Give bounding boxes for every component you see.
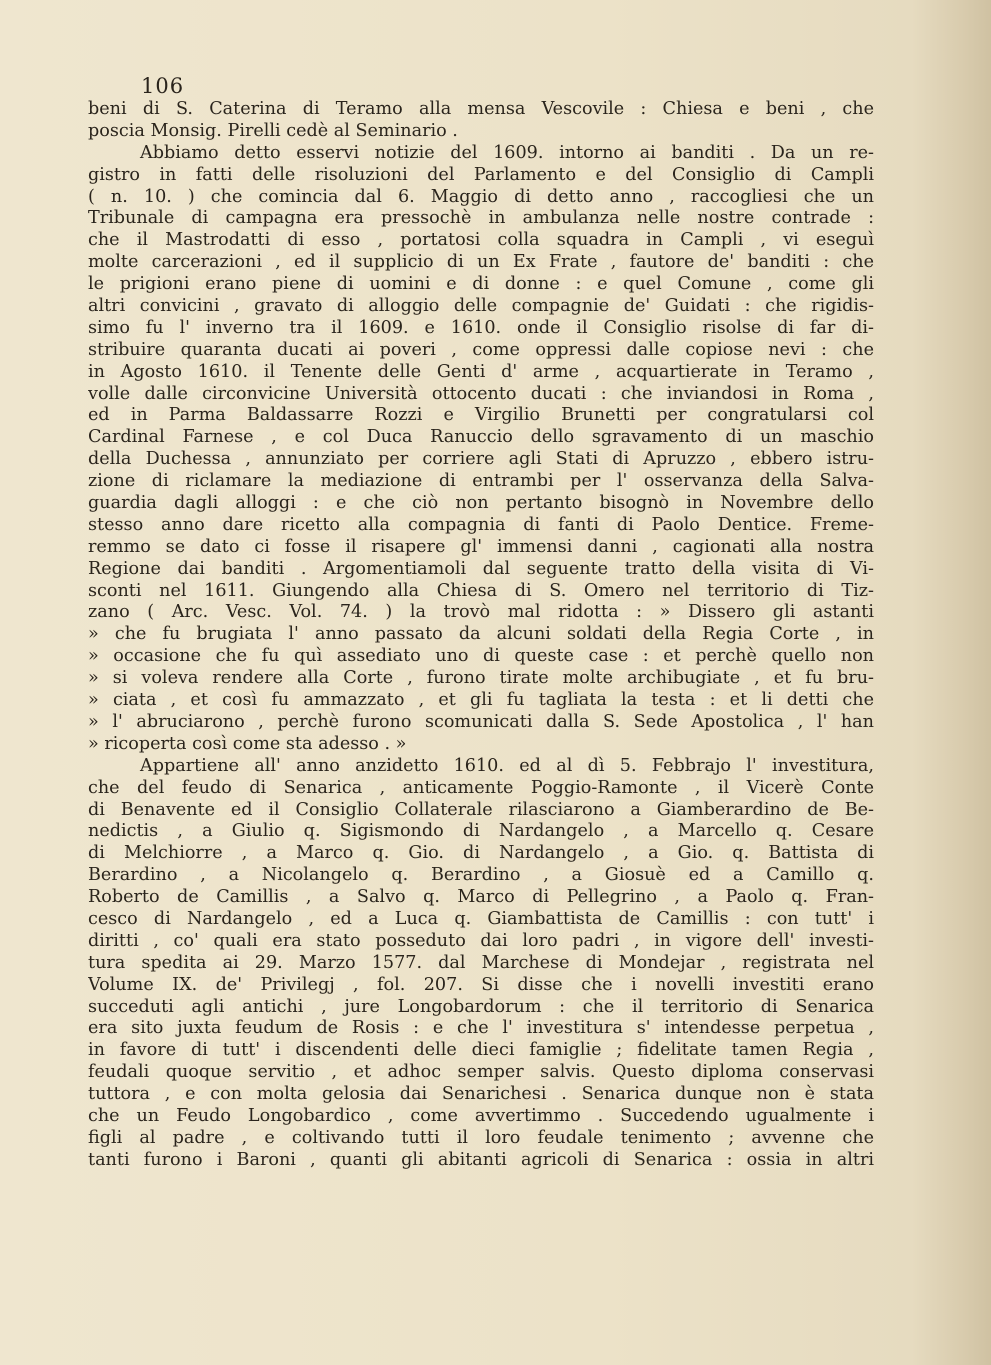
text-line: Roberto de Camillis , a Salvo q. Marco di Pellegrino , a Paolo q. Fran- bbox=[88, 887, 874, 908]
text-line: che un Feudo Longobardico , come avvertimmo . Succedendo ugualmente i bbox=[88, 1105, 874, 1126]
text-line: Berardino , a Nicolangelo q. Berardino , a Giosuè ed a Camillo q. bbox=[88, 865, 874, 886]
text-line: ( n. 10. ) che comincia dal 6. Maggio di detto anno , raccogliesi che un bbox=[88, 186, 874, 207]
text-line: stesso anno dare ricetto alla compagnia di fanti di Paolo Dentice. Freme- bbox=[88, 514, 874, 535]
text-line: simo fu l' inverno tra il 1609. e 1610. onde il Consiglio risolse di far di- bbox=[88, 317, 874, 338]
text-line: cesco di Nardangelo , ed a Luca q. Giambattista de Camillis : con tutt' i bbox=[88, 908, 874, 929]
text-line: molte carcerazioni , ed il supplicio di un Ex Frate , fautore de' banditi : che bbox=[88, 252, 874, 273]
text-line: nedictis , a Giulio q. Sigismondo di Nardangelo , a Marcello q. Cesare bbox=[88, 821, 874, 842]
text-line: era sito juxta feudum de Rosis : e che l' investitura s' intendesse perpetua , bbox=[88, 1018, 874, 1039]
text-line: Cardinal Farnese , e col Duca Ranuccio dello sgravamento di un maschio bbox=[88, 427, 874, 448]
text-line: tanti furono i Baroni , quanti gli abitanti agricoli di Senarica : ossia in altri bbox=[88, 1149, 874, 1170]
text-line: » occasione che fu quì assediato uno di queste case : et perchè quello non bbox=[88, 646, 874, 667]
text-line: Tribunale di campagna era pressochè in ambulanza nelle nostre contrade : bbox=[88, 208, 874, 229]
page-number: 106 bbox=[141, 74, 185, 98]
text-line: succeduti agli antichi , jure Longobardorum : che il territorio di Senarica bbox=[88, 996, 874, 1017]
text-line: remmo se dato ci fosse il risapere gl' immensi danni , cagionati alla nostra bbox=[88, 536, 874, 557]
text-line: in Agosto 1610. il Tenente delle Genti d' arme , acquartierate in Teramo , bbox=[88, 361, 874, 382]
text-line: in favore di tutt' i discendenti delle dieci famiglie ; fidelitate tamen Regia , bbox=[88, 1040, 874, 1061]
text-line: » l' abruciarono , perchè furono scomunicati dalla S. Sede Apostolica , l' han bbox=[88, 711, 874, 732]
text-line: che del feudo di Senarica , anticamente Poggio-Ramonte , il Vicerè Conte bbox=[88, 777, 874, 798]
body-text bbox=[88, 99, 874, 1172]
text-line: » che fu brugiata l' anno passato da alcuni soldati della Regia Corte , in bbox=[88, 624, 874, 645]
text-line: tuttora , e con molta gelosia dai Senarichesi . Senarica dunque non è stata bbox=[88, 1084, 874, 1105]
text-line: Regione dai banditi . Argomentiamoli dal seguente tratto della visita di Vi- bbox=[88, 558, 874, 579]
text-line: altri convicini , gravato di alloggio delle compagnie de' Guidati : che rigidis- bbox=[88, 296, 874, 317]
text-line: beni di S. Caterina di Teramo alla mensa Vescovile : Chiesa e beni , che bbox=[88, 99, 874, 119]
text-line: della Duchessa , annunziato per corriere agli Stati di Apruzzo , ebbero istru- bbox=[88, 449, 874, 470]
text-line: » si voleva rendere alla Corte , furono tirate molte archibugiate , et fu bru- bbox=[88, 668, 874, 689]
text-line: zione di riclamare la mediazione di entrambi per l' osservanza della Salva- bbox=[88, 471, 874, 492]
text-line: diritti , co' quali era stato posseduto dai loro padri , in vigore dell' investi- bbox=[88, 930, 874, 951]
text-line: ed in Parma Baldassarre Rozzi e Virgilio Brunetti per congratularsi col bbox=[88, 405, 874, 426]
text-line: di Benavente ed il Consiglio Collaterale rilasciarono a Giamberardino de Be- bbox=[88, 799, 874, 820]
text-line: guardia dagli alloggi : e che ciò non pertanto bisognò in Novembre dello bbox=[88, 493, 874, 514]
text-line: tura spedita ai 29. Marzo 1577. dal Marchese di Mondejar , registrata nel bbox=[88, 952, 874, 973]
text-line: Volume IX. de' Privilegj , fol. 207. Si disse che i novelli investiti erano bbox=[88, 974, 874, 995]
text-line: volle dalle circonvicine Università ottocento ducati : che inviandosi in Roma , bbox=[88, 383, 874, 404]
text-line: Appartiene all' anno anzidetto 1610. ed al dì 5. Febbrajo l' investitura, bbox=[140, 755, 874, 776]
text-line: » ciata , et così fu ammazzato , et gli fu tagliata la testa : et li detti che bbox=[88, 690, 874, 711]
text-line: gistro in fatti delle risoluzioni del Parlamento e del Consiglio di Campli bbox=[88, 164, 874, 185]
text-line: sconti nel 1611. Giungendo alla Chiesa di S. Omero nel territorio di Tiz- bbox=[88, 580, 874, 601]
text-line: che il Mastrodatti di esso , portatosi colla squadra in Campli , vi eseguì bbox=[88, 230, 874, 251]
text-line: feudali quoque servitio , et adhoc semper salvis. Questo diploma conservasi bbox=[88, 1062, 874, 1083]
text-line: poscia Monsig. Pirelli cedè al Seminario . bbox=[88, 120, 458, 141]
text-line: figli al padre , e coltivando tutti il loro feudale tenimento ; avvenne che bbox=[88, 1127, 874, 1148]
text-line: » ricoperta così come sta adesso . » bbox=[88, 733, 407, 754]
text-line: Abbiamo detto esservi notizie del 1609. intorno ai banditi . Da un re- bbox=[140, 142, 874, 163]
text-line: zano ( Arc. Vesc. Vol. 74. ) la trovò mal ridotta : » Dissero gli astanti bbox=[88, 602, 874, 623]
text-line: di Melchiorre , a Marco q. Gio. di Nardangelo , a Gio. q. Battista di bbox=[88, 843, 874, 864]
text-line: stribuire quaranta ducati ai poveri , come oppressi dalle copiose nevi : che bbox=[88, 339, 874, 360]
text-line: le prigioni erano piene di uomini e di donne : e quel Comune , come gli bbox=[88, 274, 874, 295]
